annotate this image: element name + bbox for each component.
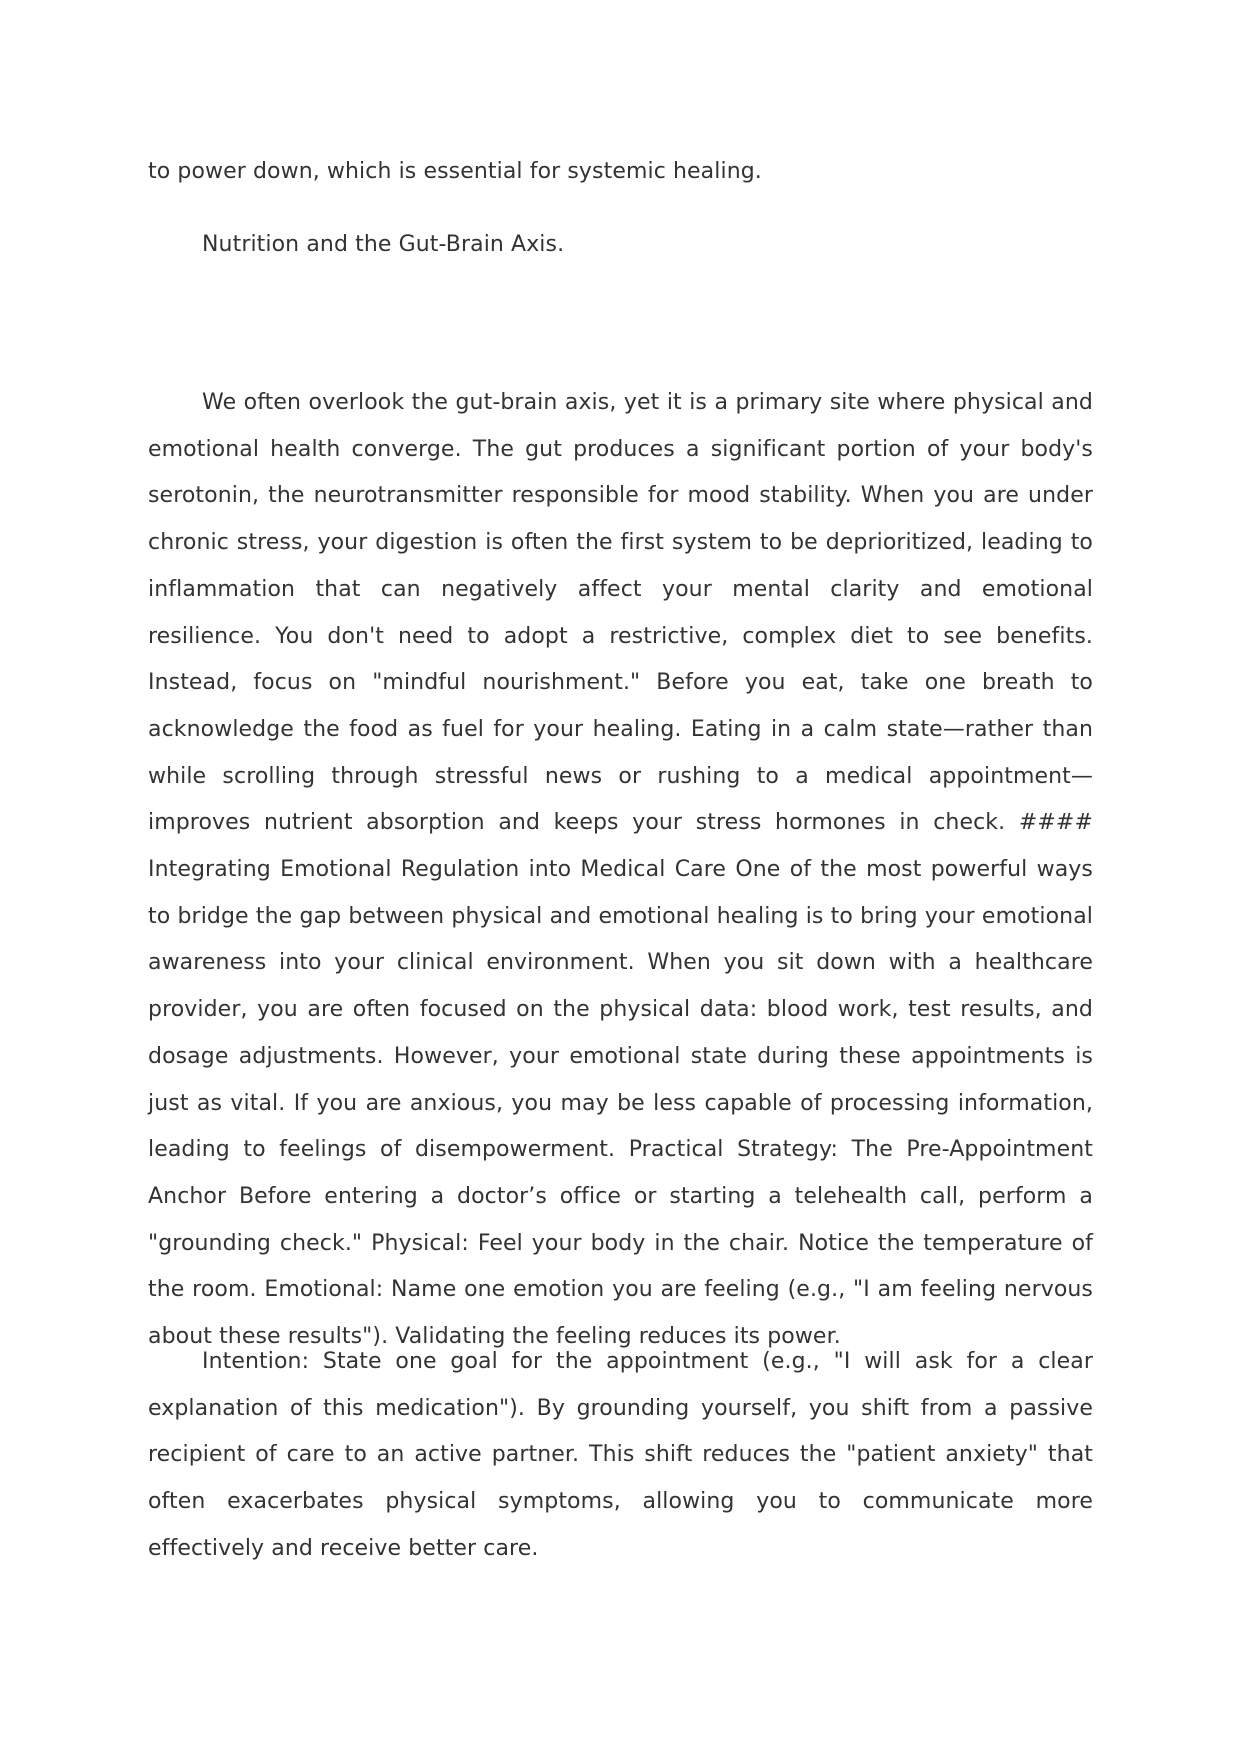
continuation-line: to power down, which is essential for systemic healing. <box>148 159 762 184</box>
body-paragraph: Intention: State one goal for the appointment (e.g., "I will ask for a clear explanation of this medication"). By grounding yourself, you shift from a passive recipient of care to an active partner. This shift reduces the "patient anxiety" that often exacerbates physical symptoms, allowing you to communicate more effectively and receive better care. <box>148 1349 1093 1561</box>
section-heading: Nutrition and the Gut-Brain Axis. <box>202 232 565 257</box>
body-paragraph: We often overlook the gut-brain axis, yet it is a primary site where physical and emotional health converge. The gut produces a significant portion of your body's serotonin, the neurotransmitter responsible for mood stability. When you are under chronic stress, your digestion is often the first system to be deprioritized, leading to inflammation that can negatively affect your mental clarity and emotional resilience. You don't need to adopt a restrictive, complex diet to see benefits. Instead, focus on "mindful nourishment." Before you eat, take one breath to acknowledge the food as fuel for your healing. Eating in a calm state—rather than while scrolling through stressful news or rushing to a medical appointment—improves nutrient absorption and keeps your stress hormones in check. #### Integrating Emotional Regulation into Medical Care One of the most powerful ways to bridge the gap between physical and emotional healing is to bring your emotional awareness into your clinical environment. When you sit down with a healthcare provider, you are often focused on the physical data: blood work, test results, and dosage adjustments. However, your emotional state during these appointments is just as vital. If you are anxious, you may be less capable of processing information, leading to feelings of disempowerment. Practical Strategy: The Pre-Appointment Anchor Before entering a doctor’s office or starting a telehealth call, perform a "grounding check." Physical: Feel your body in the chair. Notice the temperature of the room. Emotional: Name one emotion you are feeling (e.g., "I am feeling nervous about these results"). Validating the feeling reduces its power. <box>148 390 1093 1350</box>
